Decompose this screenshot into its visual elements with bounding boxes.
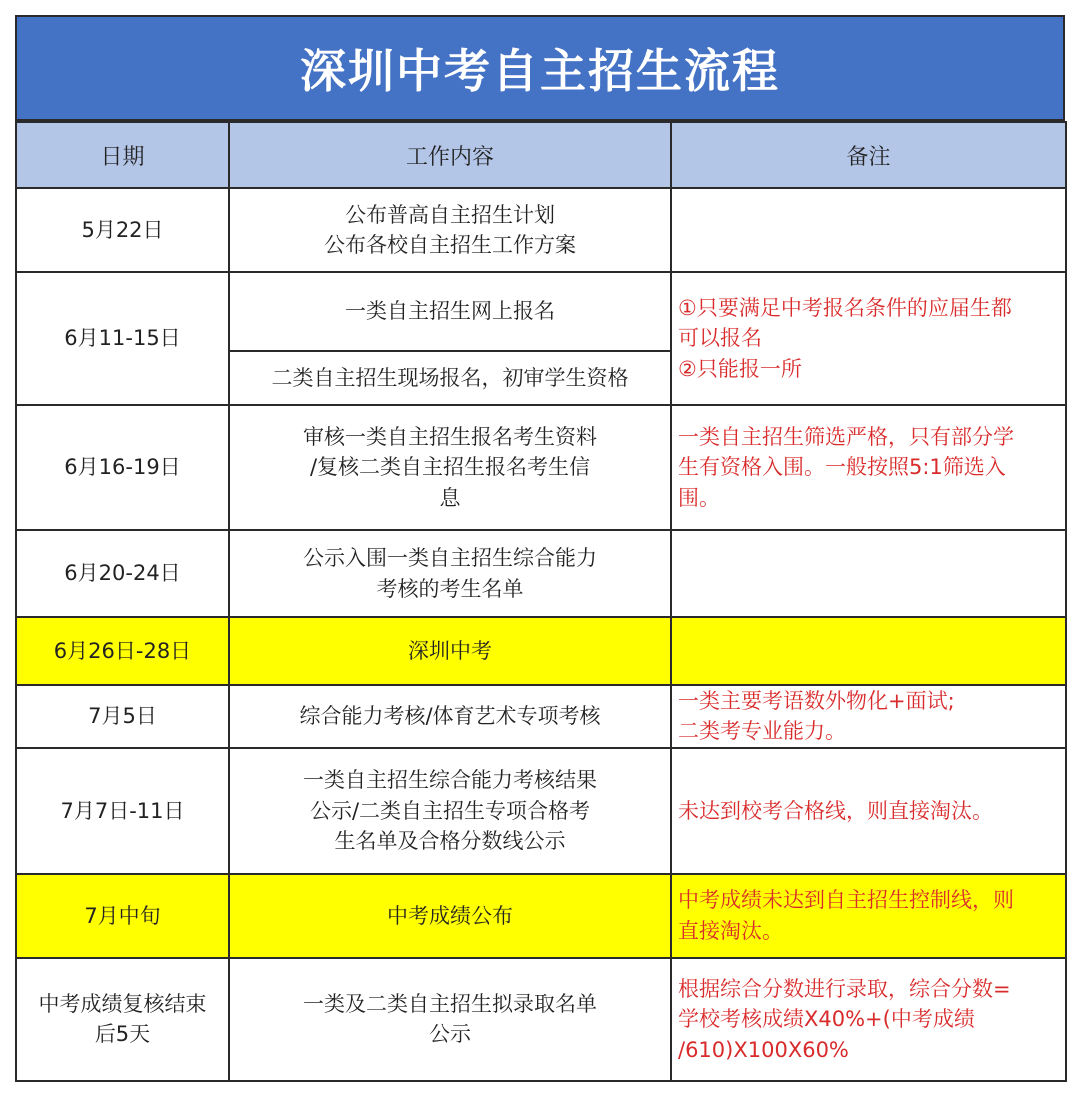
content-cell: 深圳中考 bbox=[229, 617, 671, 685]
note-line: ②只能报一所 bbox=[678, 356, 802, 381]
content-line: 公布普高自主招生计划 bbox=[345, 202, 555, 227]
note-line: 围。 bbox=[678, 485, 720, 510]
table-title: 深圳中考自主招生流程 bbox=[15, 15, 1065, 121]
note-cell bbox=[671, 958, 1066, 1081]
header-date: 日期 bbox=[16, 122, 229, 188]
note-cell bbox=[671, 874, 1066, 958]
note-cell: 未达到校考合格线，则直接淘汰。 bbox=[671, 748, 1066, 874]
note-cell bbox=[671, 617, 1066, 685]
note-line: 二类考专业能力。 bbox=[678, 719, 846, 744]
note-line: /610)X100X60% bbox=[678, 1037, 849, 1062]
content-line: 公示/二类自主招生专项合格考 bbox=[309, 798, 591, 823]
date-cell: 6月11-15日 bbox=[16, 272, 229, 405]
note-line: 生有资格入围。一般按照5:1筛选入 bbox=[678, 455, 1006, 480]
date-cell bbox=[16, 958, 229, 1081]
date-cell: 5月22日 bbox=[16, 188, 229, 272]
note-line: 直接淘汰。 bbox=[678, 918, 783, 943]
content-line: 一类自主招生综合能力考核结果 bbox=[303, 768, 597, 793]
date-line: 中考成绩复核结束 bbox=[38, 991, 207, 1016]
content-cell bbox=[229, 405, 671, 530]
content-cell: 中考成绩公布 bbox=[229, 874, 671, 958]
note-line: 一类自主招生筛选严格，只有部分学 bbox=[678, 424, 1014, 449]
table-row-highlighted bbox=[16, 874, 1066, 958]
note-line: 中考成绩未达到自主招生控制线，则 bbox=[678, 888, 1014, 913]
content-line: 公示 bbox=[429, 1022, 471, 1047]
table-row bbox=[16, 272, 1066, 351]
content-cell bbox=[229, 748, 671, 874]
date-cell: 7月7日-11日 bbox=[16, 748, 229, 874]
header-content: 工作内容 bbox=[229, 122, 671, 188]
table-row bbox=[16, 958, 1066, 1081]
date-cell: 7月中旬 bbox=[16, 874, 229, 958]
content-line: 审核一类自主招生报名考生资料 bbox=[303, 424, 597, 449]
header-note: 备注 bbox=[671, 122, 1066, 188]
table-row bbox=[16, 188, 1066, 272]
content-line: 公示入围一类自主招生综合能力 bbox=[303, 546, 597, 571]
content-line: /复核二类自主招生报名考生信 bbox=[309, 455, 591, 480]
content-line: 息 bbox=[439, 485, 461, 510]
table-row-highlighted bbox=[16, 617, 1066, 685]
content-cell: 二类自主招生现场报名，初审学生资格 bbox=[229, 351, 671, 405]
content-line: 生名单及合格分数线公示 bbox=[334, 829, 566, 854]
content-cell bbox=[229, 188, 671, 272]
note-line: ①只要满足中考报名条件的应届生都 bbox=[678, 295, 1012, 320]
process-table-sheet bbox=[15, 15, 1065, 1082]
note-line: 学校考核成绩X40%+(中考成绩 bbox=[678, 1007, 975, 1032]
schedule-table bbox=[15, 121, 1067, 1082]
note-cell bbox=[671, 188, 1066, 272]
date-cell: 6月26日-28日 bbox=[16, 617, 229, 685]
note-cell bbox=[671, 530, 1066, 617]
table-row bbox=[16, 405, 1066, 530]
note-line: 可以报名 bbox=[678, 326, 762, 351]
table-row bbox=[16, 748, 1066, 874]
date-line: 后5天 bbox=[94, 1022, 151, 1047]
content-cell bbox=[229, 958, 671, 1081]
date-cell: 7月5日 bbox=[16, 685, 229, 748]
content-cell: 综合能力考核/体育艺术专项考核 bbox=[229, 685, 671, 748]
date-cell: 6月16-19日 bbox=[16, 405, 229, 530]
table-row bbox=[16, 685, 1066, 748]
date-cell: 6月20-24日 bbox=[16, 530, 229, 617]
table-row bbox=[16, 530, 1066, 617]
content-line: 一类及二类自主招生拟录取名单 bbox=[303, 991, 597, 1016]
content-cell bbox=[229, 530, 671, 617]
note-line: 一类主要考语数外物化+面试; bbox=[678, 689, 955, 713]
note-cell bbox=[671, 405, 1066, 530]
note-cell bbox=[671, 685, 1066, 748]
note-line: 根据综合分数进行录取，综合分数= bbox=[678, 976, 1011, 1001]
header-row bbox=[16, 122, 1066, 188]
note-cell bbox=[671, 272, 1066, 405]
content-cell: 一类自主招生网上报名 bbox=[229, 272, 671, 351]
content-line: 考核的考生名单 bbox=[376, 576, 524, 601]
content-line: 公布各校自主招生工作方案 bbox=[324, 233, 576, 257]
